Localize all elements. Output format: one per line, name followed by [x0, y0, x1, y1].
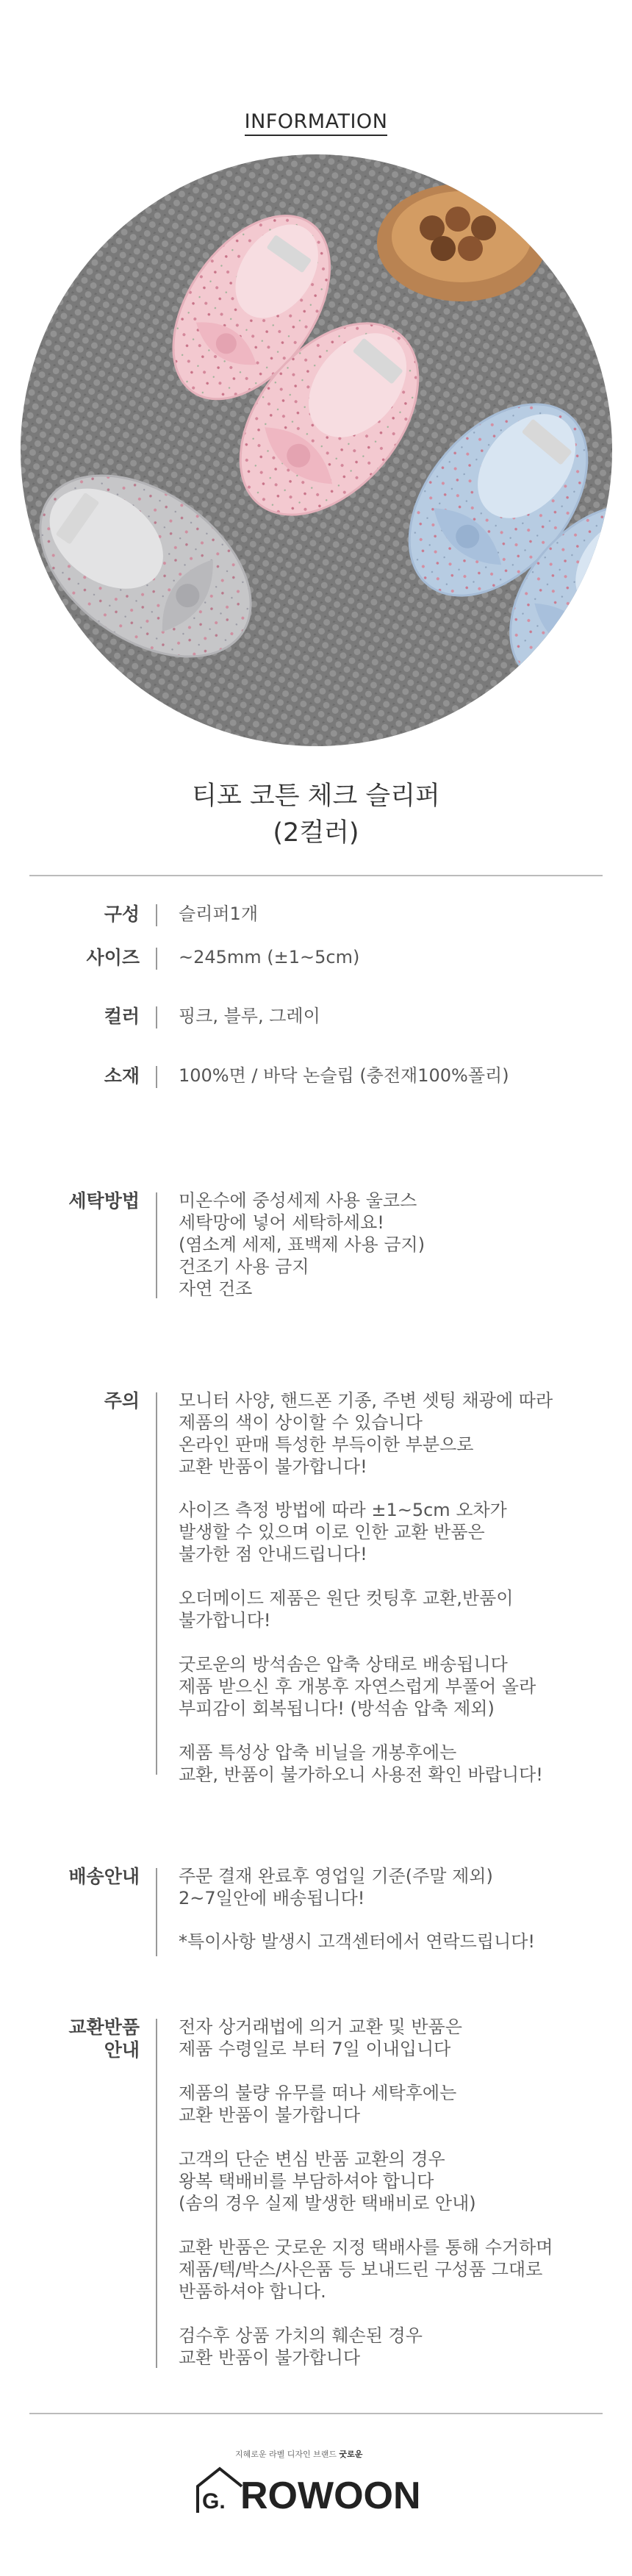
shipping-paragraph: 주문 결재 완료후 영업일 기준(주말 제외) 2~7일안에 배송됩니다!: [179, 1866, 493, 1908]
spec-label: 구성: [104, 904, 140, 925]
exchange-label: [29, 2016, 140, 2061]
tagline-brand: 굿로운: [339, 2450, 363, 2459]
spec-divider: [156, 1066, 157, 1088]
spec-value: 100%면 / 바닥 논슬립 (충전재100%폴리): [179, 1065, 509, 1086]
caution-paragraph: 굿로운의 방석솜은 압축 상태로 배송됩니다 제품 받으신 후 개봉후 자연스럽게 부풀어 올라 부피감이 회복됩니다! (방석솜 압축 제외): [179, 1654, 536, 1719]
caution-paragraph: 사이즈 측정 방법에 따라 ±1~5cm 오차가 발생할 수 있으며 이로 인한 교환 반품은 불가한 점 안내드립니다!: [179, 1500, 507, 1564]
exchange-paragraph: 검수후 상품 가치의 훼손된 경우 교환 반품이 불가합니다: [179, 2325, 423, 2368]
exchange-divider: [156, 2019, 157, 2368]
spec-label: 사이즈: [86, 947, 140, 968]
spec-value: ~245mm (±1~5cm): [179, 947, 360, 967]
caution-label: 주의: [104, 1390, 140, 1412]
shipping-divider: [156, 1868, 157, 1956]
caution-paragraph: 제품 특성상 압축 비닐을 개봉후에는 교환, 반품이 불가하오니 사용전 확인 바랍니다!: [179, 1742, 543, 1785]
wash-text: 미온수에 중성세제 사용 울코스 세탁망에 넣어 세탁하세요! (염소계 세제, 표백제 사용 금지) 건조기 사용 금지 자연 건조: [179, 1190, 425, 1299]
exchange-paragraph: 교환 반품은 굿로운 지정 택배사를 통해 수거하며 제품/텍/박스/사은품 등 보내드린 구성품 그대로 반품하셔야 합니다.: [179, 2237, 553, 2302]
spec-label: 소재: [104, 1065, 140, 1087]
logo-wordmark: ROWOON: [240, 2475, 421, 2516]
caution-divider: [156, 1392, 157, 1775]
wooden-bowl: [377, 184, 546, 301]
product-name-line2: (2컬러): [273, 818, 359, 848]
section-divider-bottom: [29, 2413, 603, 2414]
exchange-label-line2: 안내: [104, 2039, 140, 2061]
shipping-paragraph: *특이사항 발생시 고객센터에서 연락드립니다!: [179, 1931, 536, 1952]
exchange-paragraph: 고객의 단순 변심 반품 교환의 경우 왕복 택배비를 부담하셔야 합니다 (솜의 경우 실제 발생한 택배비로 안내): [179, 2149, 476, 2214]
caution-paragraph: 모니터 사양, 핸드폰 기종, 주변 셋팅 채광에 따라 제품의 색이 상이할 수 있습니다 온라인 판매 특성한 부득이한 부분으로 교환 반품이 불가합니다!: [179, 1390, 553, 1477]
spec-value: 슬리퍼1개: [179, 904, 259, 924]
rowoon-logo: [195, 2464, 445, 2516]
spec-divider: [156, 1006, 157, 1028]
section-divider-top: [29, 875, 603, 876]
tagline-prefix: 지혜로운 라벨 디자인 브랜드: [235, 2450, 337, 2459]
wash-label: 세탁방법: [68, 1190, 140, 1212]
logo-letter: G.: [202, 2489, 226, 2514]
caution-paragraph: 오더메이드 제품은 원단 컷팅후 교환,반품이 불가합니다!: [179, 1588, 514, 1631]
product-name-line1: 티포 코튼 체크 슬리퍼: [192, 781, 440, 811]
information-title-text: INFORMATION: [245, 110, 388, 136]
spec-value: 핑크, 블루, 그레이: [179, 1006, 320, 1026]
slippers-illustration: [21, 154, 612, 746]
exchange-label-line1: 교환반품: [68, 2017, 140, 2038]
wash-divider: [156, 1192, 157, 1298]
exchange-paragraph: 전자 상거래법에 의거 교환 및 반품은 제품 수령일로 부터 7일 이내입니다: [179, 2017, 462, 2059]
product-photo: [21, 154, 612, 746]
product-name: [0, 778, 632, 851]
shipping-label: 배송안내: [68, 1866, 140, 1887]
spec-label: 컬러: [104, 1006, 140, 1027]
spec-divider: [156, 904, 157, 926]
spec-divider: [156, 948, 157, 970]
exchange-paragraph: 제품의 불량 유무를 떠나 세탁후에는 교환 반품이 불가합니다: [179, 2083, 457, 2125]
brand-tagline: [235, 2448, 362, 2460]
information-title: [0, 110, 632, 133]
